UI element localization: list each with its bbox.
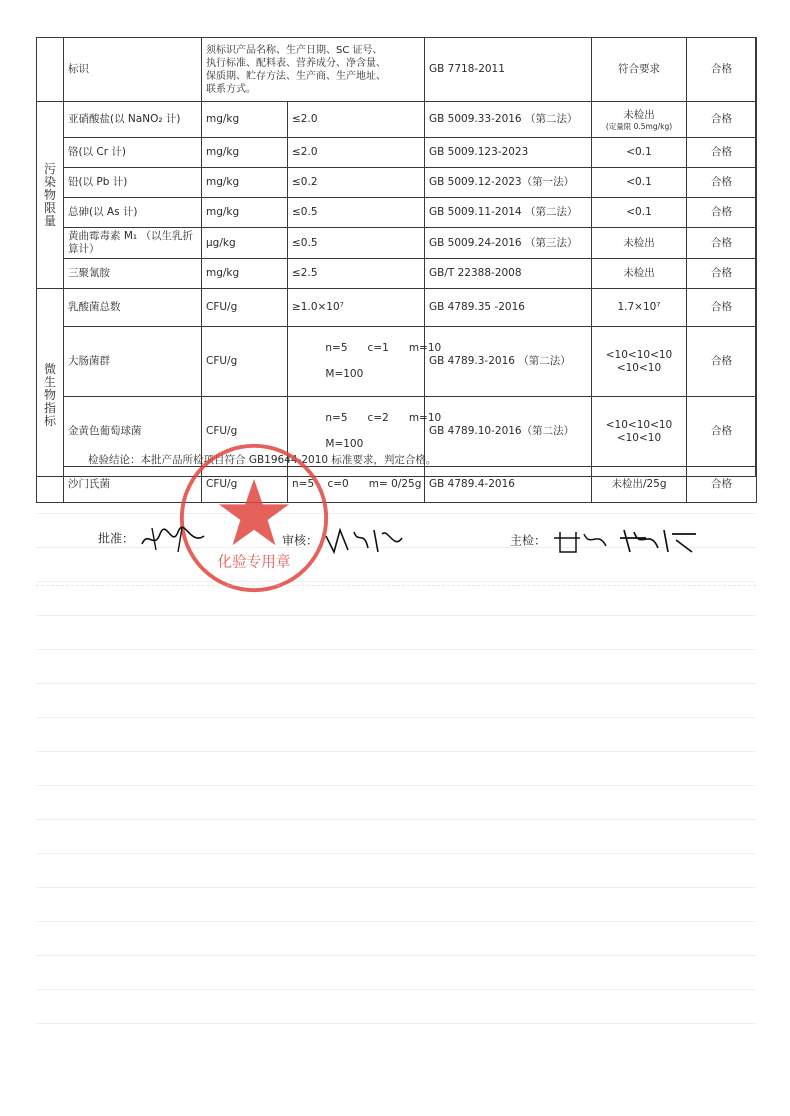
item-result: <0.1 <box>592 198 687 228</box>
item-limit: ≤2.0 <box>288 138 425 168</box>
item-method: GB 5009.12-2023（第一法） <box>425 168 592 198</box>
micro-category: 微 生 物 指 标 <box>37 289 64 503</box>
item-method: GB/T 22388-2008 <box>425 259 592 289</box>
approve-label: 批准： <box>98 531 135 546</box>
item-method: GB 4789.4-2016 <box>425 467 592 503</box>
item-unit: CFU/g <box>202 397 288 467</box>
item-unit: CFU/g <box>202 467 288 503</box>
item-unit: mg/kg <box>202 259 288 289</box>
item-unit: mg/kg <box>202 198 288 228</box>
item-unit: CFU/g <box>202 289 288 327</box>
item-result: <0.1 <box>592 138 687 168</box>
item-name: 沙门氏菌 <box>64 467 202 503</box>
item-verdict: 合格 <box>687 289 757 327</box>
review-signature <box>322 524 408 558</box>
item-name: 总砷(以 As 计) <box>64 198 202 228</box>
faint-divider <box>36 585 756 586</box>
stamp-text: 化验专用章 <box>217 553 291 571</box>
item-result: 未检出 <box>592 259 687 289</box>
item-result: <10<10<10 <10<10 <box>592 397 687 467</box>
item-unit: mg/kg <box>202 168 288 198</box>
approve-block <box>98 524 208 554</box>
item-unit: μg/kg <box>202 228 288 259</box>
item-result: <0.1 <box>592 168 687 198</box>
item-limit: n=5 c=2 m=10 M=100 <box>288 397 425 467</box>
item-unit: mg/kg <box>202 102 288 138</box>
item-result: 未检出/25g <box>592 467 687 503</box>
item-verdict: 合格 <box>687 102 757 138</box>
item-method: GB 5009.11-2014 （第二法） <box>425 198 592 228</box>
item-limit: n=5 c=0 m= 0/25g <box>288 467 425 503</box>
inspection-conclusion: 检验结论：本批产品所检项目符合 GB19644-2010 标准要求，判定合格。 <box>88 454 437 466</box>
item-verdict: 合格 <box>687 467 757 503</box>
label-requirement: 须标识产品名称、生产日期、SC 证号、 执行标准、配料表、营养成分、净含量、 保质期、贮存方法、生产商、生产地址、 联系方式。 <box>202 38 425 102</box>
item-name: 铬(以 Cr 计) <box>64 138 202 168</box>
item-method: GB 5009.33-2016 （第二法） <box>425 102 592 138</box>
item-method: GB 5009.123-2023 <box>425 138 592 168</box>
item-name: 黄曲霉毒素 M₁ （以生乳折算计） <box>64 228 202 259</box>
item-method: GB 4789.3-2016 （第二法） <box>425 327 592 397</box>
item-name: 金黄色葡萄球菌 <box>64 397 202 467</box>
item-limit: ≤0.5 <box>288 228 425 259</box>
item-limit: ≥1.0×10⁷ <box>288 289 425 327</box>
bleed-through-background <box>36 480 756 1010</box>
item-result: 未检出 <box>592 228 687 259</box>
item-limit: ≤2.5 <box>288 259 425 289</box>
item-name: 三聚氰胺 <box>64 259 202 289</box>
item-unit: mg/kg <box>202 138 288 168</box>
label-item-name: 标识 <box>64 38 202 102</box>
item-unit: CFU/g <box>202 327 288 397</box>
label-verdict: 合格 <box>687 38 757 102</box>
review-label: 审核： <box>282 533 319 548</box>
review-block <box>282 524 408 558</box>
item-limit: ≤0.5 <box>288 198 425 228</box>
item-result: 1.7×10⁷ <box>592 289 687 327</box>
item-verdict: 合格 <box>687 259 757 289</box>
approve-signature <box>138 524 208 554</box>
table-outer-frame <box>36 37 756 477</box>
item-method: GB 5009.24-2016 （第三法） <box>425 228 592 259</box>
item-verdict: 合格 <box>687 198 757 228</box>
label-result: 符合要求 <box>592 38 687 102</box>
inspect-signature <box>550 524 700 558</box>
item-limit: n=5 c=1 m=10 M=100 <box>288 327 425 397</box>
item-verdict: 合格 <box>687 397 757 467</box>
item-verdict: 合格 <box>687 228 757 259</box>
item-result-note: (定量限 0.5mg/kg) <box>605 121 673 131</box>
item-verdict: 合格 <box>687 138 757 168</box>
inspection-stamp <box>176 440 332 596</box>
item-verdict: 合格 <box>687 327 757 397</box>
item-name: 乳酸菌总数 <box>64 289 202 327</box>
item-method: GB 4789.35 -2016 <box>425 289 592 327</box>
item-result: <10<10<10 <10<10 <box>592 327 687 397</box>
item-limit: ≤2.0 <box>288 102 425 138</box>
inspect-block <box>510 524 700 558</box>
item-name: 铅(以 Pb 计) <box>64 168 202 198</box>
item-name: 大肠菌群 <box>64 327 202 397</box>
inspect-label: 主检： <box>510 533 547 548</box>
label-method: GB 7718-2011 <box>425 38 592 102</box>
item-result: 未检出 (定量限 0.5mg/kg) <box>592 102 687 138</box>
item-verdict: 合格 <box>687 168 757 198</box>
contaminant-category: 污 染 物 限 量 <box>37 102 64 289</box>
item-limit: ≤0.2 <box>288 168 425 198</box>
item-name: 亚硝酸盐(以 NaNO₂ 计) <box>64 102 202 138</box>
item-method: GB 4789.10-2016（第二法） <box>425 397 592 467</box>
